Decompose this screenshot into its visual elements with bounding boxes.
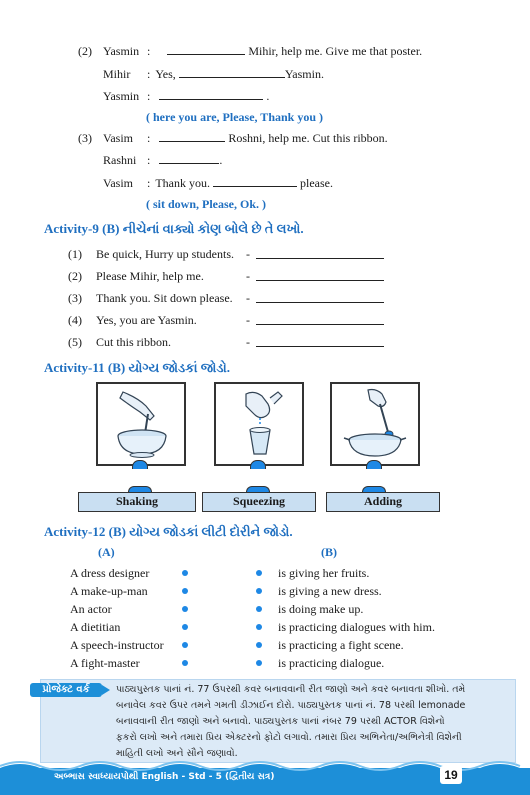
dash: - [246,247,250,261]
match-left-dot[interactable] [182,570,188,576]
match-left-item: A speech-instructor [70,638,164,652]
answer-blank[interactable] [159,89,263,100]
activity9-item-text: Cut this ribbon. [96,335,172,349]
match-right-dot[interactable] [256,570,262,576]
match-left-dot[interactable] [182,642,188,648]
match-right-dot[interactable] [256,588,262,594]
activity9-item-number: (1) [68,247,82,261]
dash: - [246,313,250,327]
match-right-item: is giving her fruits. [278,566,370,580]
activity9-heading: Activity-9 (B) નીચેનાં વાક્યો કોણ બોલે છે તે લખો. [44,221,304,236]
dialogue2-row-2: Mihir : Yes, Yasmin. [103,67,324,81]
answer-blank[interactable] [256,292,384,303]
match-left-item: A fight-master [70,656,140,670]
activity9-item-text: Please Mihir, help me. [96,269,204,283]
activity9-item-text: Thank you. Sit down please. [96,291,233,305]
connector-dot[interactable] [132,460,148,469]
picture-card-squeezing [214,382,304,466]
answer-blank[interactable] [256,314,384,325]
dash: - [246,291,250,305]
match-left-item: An actor [70,602,112,616]
activity9-item-text: Yes, you are Yasmin. [96,313,197,327]
answer-blank[interactable] [256,336,384,347]
column-b-header: (B) [321,545,337,559]
line-text: Roshni, help me. Cut this ribbon. [228,131,388,145]
hand-stirring-bowl-illustration [98,384,184,464]
label-squeezing[interactable]: Squeezing [202,492,316,512]
project-line-4: ફકરો લખો અને તમારા પ્રિય એક્ટરનો ફોટો લગાવો. તમારા પ્રિય અભિનેતા/અભિનેત્રી વિશેની [116,732,462,743]
project-label: પ્રોજેક્ટ વર્ક [42,684,90,695]
speaker: Yasmin [103,89,140,103]
line-text: . [219,153,223,167]
speaker: Mihir [103,67,131,81]
dialogue2-hint: ( here you are, Please, Thank you ) [146,110,324,124]
match-left-dot[interactable] [182,624,188,630]
picture-card-adding [330,382,420,466]
hand-squeezing-lemon-illustration [216,384,302,464]
match-right-dot[interactable] [256,624,262,630]
speaker: Vasim [103,131,133,145]
dialogue2-row-3: Yasmin : . [103,89,270,103]
project-line-5: માહિતી લખો અને સૌને જણાવો. [116,748,238,759]
line-text: please. [300,176,333,190]
label-shaking[interactable]: Shaking [78,492,196,512]
answer-blank[interactable] [213,176,297,187]
match-right-item: is practicing a fight scene. [278,638,404,652]
answer-blank[interactable] [159,131,225,142]
dialogue3-row-2: Rashni : . [103,153,223,167]
dialogue3-row-3: Vasim : Thank you. please. [103,176,333,190]
match-right-dot[interactable] [256,660,262,666]
dialogue3-number: (3) [78,131,92,145]
activity9-item-text: Be quick, Hurry up students. [96,247,234,261]
line-text: Mihir, help me. Give me that poster. [248,44,423,58]
arrow-right-icon [102,683,114,697]
dash: - [246,335,250,349]
match-right-item: is giving a new dress. [278,584,382,598]
picture-card-shaking [96,382,186,466]
connector-dot[interactable] [250,460,266,469]
activity9-item-number: (5) [68,335,82,349]
match-left-dot[interactable] [182,606,188,612]
activity11-heading: Activity-11 (B) યોગ્ય જોડકાં જોડો. [44,360,230,375]
project-label-badge [30,683,102,697]
dash: - [246,269,250,283]
answer-blank[interactable] [159,153,219,164]
hand-spoon-bowl-illustration [332,384,418,464]
page-number: 19 [440,766,462,784]
speaker: Yasmin [103,44,140,58]
match-left-dot[interactable] [182,660,188,666]
match-right-dot[interactable] [256,642,262,648]
dialogue3-hint: ( sit down, Please, Ok. ) [146,197,266,211]
match-right-dot[interactable] [256,606,262,612]
activity9-item-number: (3) [68,291,82,305]
dialogue3-row-1: Vasim : Roshni, help me. Cut this ribbon. [103,131,388,145]
match-right-item: is doing make up. [278,602,364,616]
match-left-item: A make-up-man [70,584,148,598]
activity9-item-number: (4) [68,313,82,327]
line-text: Yes, [155,67,176,81]
line-text: Yasmin. [284,67,324,81]
activity9-item-number: (2) [68,269,82,283]
line-text: . [266,89,270,103]
project-line-3: બનાવવાની રીત જાણો અને બનાવો. પાઠ્યપુસ્તક પાનાં નંબર 79 પરથી ACTOR વિશેનો [116,716,445,727]
label-adding[interactable]: Adding [326,492,440,512]
connector-dot[interactable] [366,460,382,469]
speaker: Vasim [103,176,133,190]
dialogue2-number: (2) [78,44,92,58]
speaker: Rashni [103,153,137,167]
answer-blank[interactable] [179,67,285,78]
match-left-item: A dress designer [70,566,150,580]
answer-blank[interactable] [256,248,384,259]
match-right-item: is practicing dialogue. [278,656,385,670]
match-left-dot[interactable] [182,588,188,594]
line-text: Thank you. [155,176,210,190]
project-line-2: બનાવેલ કવર ઉપર તમને ગમતી ડીઝાઈન દોરો. પાઠ્યપુસ્તક પાનાં નં. 78 પરથી lemonade [116,700,466,711]
footer-book-title: અબ્ભાસ સ્વાધ્યાયપોથી English - Std - 5 (દ્વિતીય સત્ર) [54,772,275,782]
project-line-1: પાઠ્યપુસ્તક પાનાં નં. 77 ઉપરથી કવર બનાવવાની રીત જાણો અને કવર બનાવતા શીખો. તમે [116,684,466,695]
dialogue2-row-1: Yasmin : Mihir, help me. Give me that poster. [103,44,423,58]
activity12-heading: Activity-12 (B) યોગ્ય જોડકાં લીટી દોરીને જોડો. [44,524,293,539]
answer-blank[interactable] [167,44,245,55]
answer-blank[interactable] [256,270,384,281]
match-left-item: A dietitian [70,620,121,634]
match-right-item: is practicing dialogues with him. [278,620,435,634]
column-a-header: (A) [98,545,115,559]
